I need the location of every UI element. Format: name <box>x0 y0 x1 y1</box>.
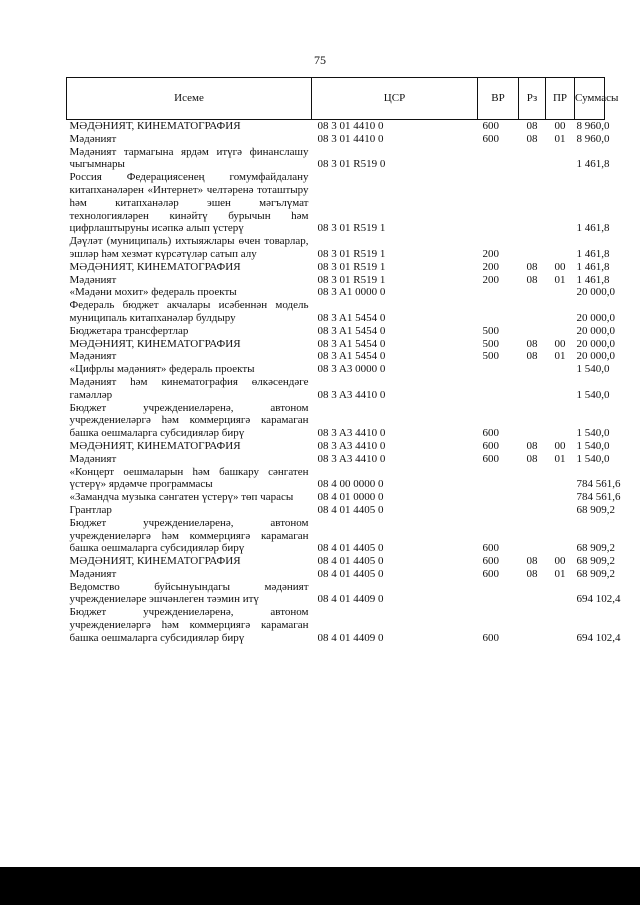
cell-vr: 600 <box>482 631 499 644</box>
cell-pr: 01 <box>554 273 566 286</box>
cell-vr <box>478 376 519 402</box>
cell-sum: 20 000,0 <box>576 337 615 350</box>
table-row <box>67 606 605 644</box>
cell-csr: 08 4 01 4405 0 <box>317 503 384 516</box>
cell-pr: 00 <box>554 555 566 568</box>
cell-pr: 01 <box>554 132 566 145</box>
cell-sum: 694 102,4 <box>576 593 621 606</box>
cell-vr <box>478 491 519 504</box>
cell-csr: 08 3 01 4410 0 <box>317 120 384 132</box>
table-row <box>67 363 605 376</box>
cell-vr: 600 <box>482 452 499 465</box>
cell-pr <box>546 376 575 402</box>
cell-name: Россия Федерациясенең гомумфайдалану китапханәләрен «Интернет» челтәренә тоташтыру һәм китапханәләр эшен мәгълүмат технологияләрен кинәйтү бурычын һәм цифрлаштыруны исәпкә алып үстерү <box>69 171 309 235</box>
cell-name: МӘДӘНИЯТ, КИНЕМАТОГРАФИЯ <box>69 337 241 350</box>
cell-rz: 08 <box>526 567 538 580</box>
table-header-row <box>67 78 605 120</box>
cell-vr: 600 <box>482 439 499 452</box>
cell-name: Грантлар <box>69 503 112 516</box>
cell-csr: 08 3 A1 5454 0 <box>317 311 386 324</box>
cell-name: «Замандча музыка сәнгатен үстерү» төп чарасы <box>69 491 294 504</box>
cell-csr: 08 3 A3 4410 0 <box>317 427 386 440</box>
table-row <box>67 376 605 402</box>
cell-pr <box>546 402 575 440</box>
cell-pr: 00 <box>554 260 566 273</box>
cell-rz: 08 <box>526 120 538 132</box>
cell-pr: 01 <box>554 350 566 363</box>
cell-name: Мәдәният тармагына ярдәм итүгә финанслашу чыгымнары <box>69 145 309 171</box>
cell-name: Бюджетара трансфертлар <box>69 324 189 337</box>
cell-rz <box>519 286 546 299</box>
budget-table <box>66 77 621 645</box>
scan-bottom-edge <box>0 867 640 905</box>
cell-sum: 1 540,0 <box>576 452 610 465</box>
table-row <box>67 402 605 440</box>
cell-pr: 00 <box>554 337 566 350</box>
cell-name: Бюджет учреждениеләренә, автоном учреждениеләргә һәм коммерциягә карамаган башка оешмаларга субсидияләр бирү <box>69 401 309 440</box>
cell-name: Мәдәният <box>69 273 117 286</box>
cell-vr: 600 <box>482 542 499 555</box>
cell-csr: 08 3 01 R519 1 <box>317 247 386 260</box>
cell-rz: 08 <box>526 350 538 363</box>
cell-vr: 600 <box>482 120 499 132</box>
cell-csr: 08 4 01 4409 0 <box>317 593 384 606</box>
cell-csr: 08 4 00 0000 0 <box>317 478 384 491</box>
cell-pr <box>546 171 575 235</box>
cell-csr: 08 3 01 4410 0 <box>317 132 384 145</box>
cell-vr <box>478 286 519 299</box>
table-row <box>67 286 605 299</box>
table-row <box>67 440 605 453</box>
cell-pr <box>546 363 575 376</box>
cell-name: Федераль бюджет акчалары исәбеннән модель муниципаль китапханәләр булдыру <box>69 299 309 324</box>
cell-rz: 08 <box>526 555 538 568</box>
cell-csr: 08 3 01 R519 1 <box>317 222 386 235</box>
cell-rz <box>519 171 546 235</box>
cell-sum: 784 561,6 <box>576 478 621 491</box>
cell-rz <box>519 517 546 555</box>
cell-vr: 600 <box>482 132 499 145</box>
cell-sum: 694 102,4 <box>576 631 621 644</box>
cell-csr: 08 4 01 4409 0 <box>317 631 384 644</box>
cell-pr <box>546 146 575 172</box>
cell-name: «Концерт оешмаларын һәм башкару сәнгатен үстерү» ярдәмче программасы <box>69 465 309 491</box>
cell-vr: 600 <box>482 555 499 568</box>
cell-pr <box>546 299 575 325</box>
cell-vr <box>478 504 519 517</box>
cell-sum: 20 000,0 <box>576 311 615 324</box>
cell-rz <box>519 376 546 402</box>
cell-vr: 600 <box>482 427 499 440</box>
cell-csr: 08 4 01 0000 0 <box>317 491 384 504</box>
cell-csr: 08 3 A3 0000 0 <box>317 363 386 376</box>
cell-pr <box>546 581 575 607</box>
cell-sum: 68 909,2 <box>576 503 615 516</box>
cell-vr: 500 <box>482 337 499 350</box>
cell-vr <box>478 581 519 607</box>
cell-sum: 1 540,0 <box>576 388 610 401</box>
cell-name: Ведомство буйсынуындагы мәдәният учреждениеләре эшчәнлеген тәэмин итү <box>69 580 309 606</box>
cell-csr: 08 3 A1 5454 0 <box>317 324 386 337</box>
cell-pr <box>546 491 575 504</box>
cell-csr: 08 3 A3 4410 0 <box>317 388 386 401</box>
cell-name: МӘДӘНИЯТ, КИНЕМАТОГРАФИЯ <box>69 260 241 273</box>
cell-sum: 1 461,8 <box>576 260 610 273</box>
header-csr: ЦСР <box>312 78 478 120</box>
cell-csr: 08 3 A3 4410 0 <box>317 439 386 452</box>
cell-sum: 1 461,8 <box>576 222 610 235</box>
table-row <box>67 299 605 325</box>
cell-vr <box>478 171 519 235</box>
cell-pr <box>546 235 575 261</box>
cell-rz: 08 <box>526 273 538 286</box>
cell-pr <box>546 325 575 338</box>
table-row <box>67 146 605 172</box>
cell-csr: 08 4 01 4405 0 <box>317 542 384 555</box>
cell-csr: 08 3 A1 0000 0 <box>317 286 386 299</box>
cell-rz <box>519 146 546 172</box>
cell-name: «Цифрлы мәдәният» федераль проекты <box>69 363 255 376</box>
cell-name: Бюджет учреждениеләренә, автоном учреждениеләргә һәм коммерциягә карамаган башка оешмаларга субсидияләр бирү <box>69 606 309 644</box>
cell-name: Мәдәният <box>69 567 117 580</box>
table-row <box>67 504 605 517</box>
table-row <box>67 581 605 607</box>
cell-sum: 20 000,0 <box>576 350 615 363</box>
cell-csr: 08 4 01 4405 0 <box>317 567 384 580</box>
header-rz: Рз <box>519 78 546 120</box>
cell-sum: 20 000,0 <box>576 324 615 337</box>
cell-name: Мәдәният <box>69 132 117 145</box>
cell-vr <box>478 299 519 325</box>
cell-csr: 08 3 A1 5454 0 <box>317 337 386 350</box>
cell-name: «Мәдәни мохит» федераль проекты <box>69 286 237 299</box>
cell-csr: 08 3 01 R519 1 <box>317 273 386 286</box>
cell-vr <box>478 146 519 172</box>
cell-sum: 1 461,8 <box>576 247 610 260</box>
cell-pr: 00 <box>554 439 566 452</box>
cell-sum: 1 540,0 <box>576 439 610 452</box>
cell-sum: 68 909,2 <box>576 542 615 555</box>
cell-vr: 500 <box>482 350 499 363</box>
cell-rz <box>519 235 546 261</box>
table-row <box>67 491 605 504</box>
table-row <box>67 235 605 261</box>
cell-vr: 200 <box>482 273 499 286</box>
cell-csr: 08 3 A1 5454 0 <box>317 350 386 363</box>
cell-sum: 1 461,8 <box>576 158 610 171</box>
cell-rz: 08 <box>526 260 538 273</box>
cell-name: Мәдәният һәм кинематография өлкәсендәге гамәлләр <box>69 375 309 401</box>
table-row <box>67 171 605 235</box>
cell-sum: 784 561,6 <box>576 491 621 504</box>
header-sum: Суммасы <box>575 78 605 120</box>
cell-name: МӘДӘНИЯТ, КИНЕМАТОГРАФИЯ <box>69 555 241 568</box>
table-row <box>67 568 605 581</box>
table-row <box>67 555 605 568</box>
table-row <box>67 133 605 146</box>
cell-rz <box>519 491 546 504</box>
cell-csr: 08 3 01 R519 1 <box>317 260 386 273</box>
cell-sum: 1 540,0 <box>576 363 610 376</box>
cell-name: МӘДӘНИЯТ, КИНЕМАТОГРАФИЯ <box>69 439 241 452</box>
cell-sum: 68 909,2 <box>576 555 615 568</box>
table-row <box>67 466 605 492</box>
cell-name: Бюджет учреждениеләренә, автоном учреждениеләргә һәм коммерциягә карамаган башка оешмаларга субсидияләр бирү <box>69 516 309 555</box>
cell-vr: 500 <box>482 324 499 337</box>
table-row <box>67 261 605 274</box>
cell-pr: 01 <box>554 452 566 465</box>
cell-name: Дәүләт (муниципаль) ихтыяжлары өчен товарлар, эшләр һәм хезмәт күрсәтүләр сатып алу <box>69 235 309 260</box>
table-row <box>67 338 605 351</box>
cell-rz: 08 <box>526 452 538 465</box>
cell-sum: 1 461,8 <box>576 273 610 286</box>
table-row <box>67 350 605 363</box>
cell-sum: 20 000,0 <box>576 286 615 299</box>
cell-rz <box>519 402 546 440</box>
table-row <box>67 325 605 338</box>
cell-name: Мәдәният <box>69 452 117 465</box>
cell-rz: 08 <box>526 439 538 452</box>
cell-sum: 8 960,0 <box>576 132 610 145</box>
cell-pr: 01 <box>554 567 566 580</box>
cell-vr: 200 <box>482 247 499 260</box>
cell-rz <box>519 606 546 644</box>
cell-vr <box>478 363 519 376</box>
cell-rz: 08 <box>526 132 538 145</box>
cell-pr <box>546 606 575 644</box>
cell-pr <box>546 466 575 492</box>
cell-sum: 68 909,2 <box>576 567 615 580</box>
cell-rz <box>519 299 546 325</box>
cell-pr <box>546 504 575 517</box>
cell-csr: 08 4 01 4405 0 <box>317 555 384 568</box>
cell-csr: 08 3 01 R519 0 <box>317 158 386 171</box>
cell-rz <box>519 504 546 517</box>
cell-rz <box>519 325 546 338</box>
cell-vr: 600 <box>482 567 499 580</box>
table-row <box>67 274 605 287</box>
table-row <box>67 120 605 133</box>
cell-name: Мәдәният <box>69 350 117 363</box>
header-vr: ВР <box>478 78 519 120</box>
page-number: 75 <box>314 53 326 67</box>
cell-pr: 00 <box>554 120 566 132</box>
cell-rz <box>519 581 546 607</box>
cell-pr <box>546 517 575 555</box>
cell-rz <box>519 466 546 492</box>
table-row <box>67 517 605 555</box>
cell-rz <box>519 363 546 376</box>
cell-name: МӘДӘНИЯТ, КИНЕМАТОГРАФИЯ <box>69 120 241 132</box>
header-name: Исеме <box>67 78 312 120</box>
cell-csr: 08 3 A3 4410 0 <box>317 452 386 465</box>
header-pr: ПР <box>546 78 575 120</box>
cell-sum: 8 960,0 <box>576 120 610 132</box>
cell-sum: 1 540,0 <box>576 427 610 440</box>
cell-rz: 08 <box>526 337 538 350</box>
cell-vr <box>478 466 519 492</box>
cell-pr <box>546 286 575 299</box>
cell-vr: 200 <box>482 260 499 273</box>
table-row <box>67 453 605 466</box>
